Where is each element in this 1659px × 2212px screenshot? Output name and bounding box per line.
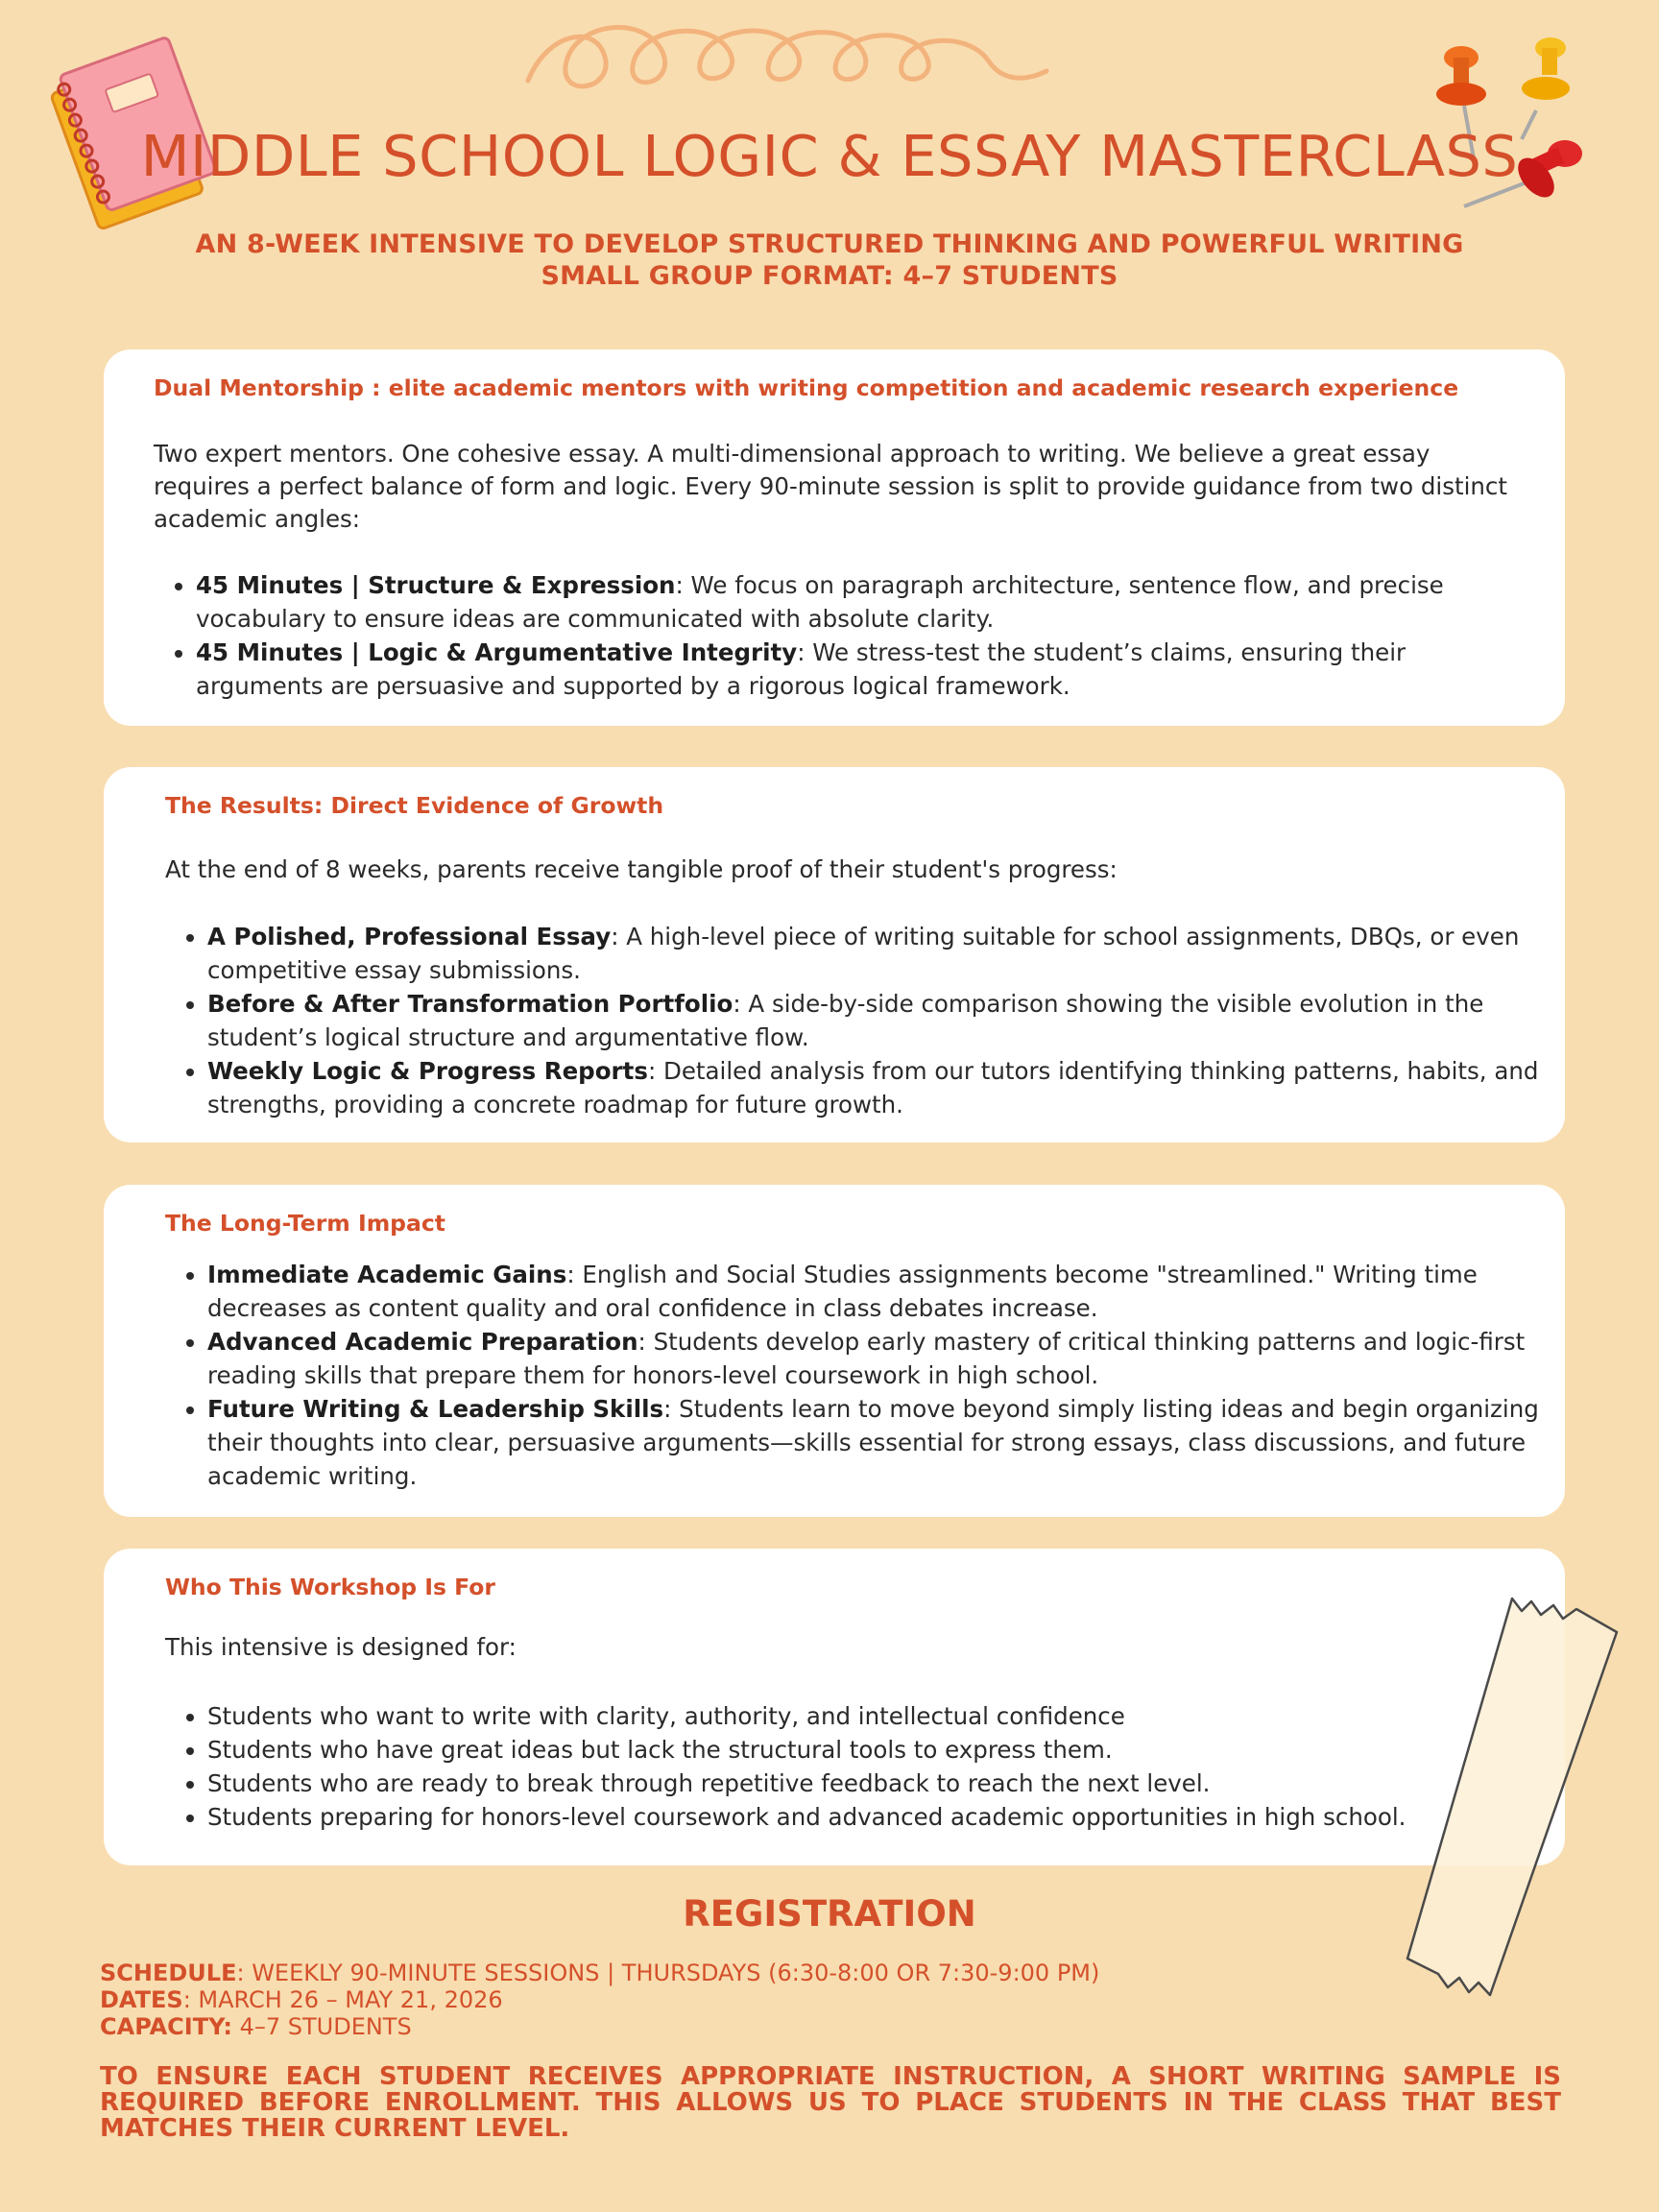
results-list xyxy=(165,920,1551,1121)
schedule-line: SCHEDULE: WEEKLY 90-MINUTE SESSIONS | THURSDAYS (6:30-8:00 OR 7:30-9:00 PM) xyxy=(100,1960,1100,1986)
list-item: • 45 Minutes | Structure & Expression: We focus on paragraph architecture, sentence flow, and precise vocabulary to ensure ideas are communicated with absolute clarity. xyxy=(196,568,1540,636)
list-item: • A Polished, Professional Essay: A high-level piece of writing suitable for school assignments, DBQs, or even competitive essay submissions. xyxy=(207,920,1551,987)
list-item: • Students who have great ideas but lack the structural tools to express them. xyxy=(207,1733,1571,1767)
registration-title: REGISTRATION xyxy=(683,1893,976,1935)
list-item: • Students who want to write with clarity, authority, and intellectual confidence xyxy=(207,1699,1571,1733)
capacity-line: CAPACITY: 4–7 STUDENTS xyxy=(100,2013,412,2040)
results-card xyxy=(104,767,1565,1142)
list-item: • Immediate Academic Gains: English and Social Studies assignments become "streamlined." Writing time decreases as content quality and oral confidence in class debates increase. xyxy=(207,1258,1561,1325)
tape-strip-decoration xyxy=(1402,1594,1632,2007)
results-heading: The Results: Direct Evidence of Growth xyxy=(165,792,664,819)
page-title: MIDDLE SCHOOL LOGIC & ESSAY MASTERCLASS xyxy=(140,123,1519,189)
list-item: • Weekly Logic & Progress Reports: Detailed analysis from our tutors identifying thinking patterns, habits, and strengths, providing a concrete roadmap for future growth. xyxy=(207,1054,1551,1121)
impact-card xyxy=(104,1185,1565,1517)
list-item: • Students preparing for honors-level coursework and advanced academic opportunities in high school. xyxy=(207,1800,1571,1834)
push-pins-illustration xyxy=(1421,19,1613,221)
list-item: • Future Writing & Leadership Skills: Students learn to move beyond simply listing ideas and begin organizing their thoughts into clear, persuasive arguments—skills essential for strong essays, class discussions, and future academic writing. xyxy=(207,1392,1561,1493)
results-intro: At the end of 8 weeks, parents receive tangible proof of their student's progress: xyxy=(165,855,1118,883)
audience-card xyxy=(104,1549,1565,1865)
subtitle-line-2: SMALL GROUP FORMAT: 4–7 STUDENTS xyxy=(541,261,1118,291)
subtitle-line-1: AN 8-WEEK INTENSIVE TO DEVELOP STRUCTURED THINKING AND POWERFUL WRITING xyxy=(195,229,1464,259)
list-item: • Students who are ready to break through repetitive feedback to reach the next level. xyxy=(207,1767,1571,1800)
list-item: • 45 Minutes | Logic & Argumentative Integrity: We stress-test the student’s claims, ensuring their arguments are persuasive and supported by a rigorous logical framework. xyxy=(196,636,1540,703)
dates-line: DATES: MARCH 26 – MAY 21, 2026 xyxy=(100,1986,503,2013)
mentorship-card xyxy=(104,349,1565,726)
swirl-doodle xyxy=(518,13,1056,119)
impact-list xyxy=(165,1258,1561,1493)
audience-intro: This intensive is designed for: xyxy=(165,1633,517,1661)
audience-list xyxy=(165,1699,1571,1834)
enrollment-notice: TO ENSURE EACH STUDENT RECEIVES APPROPRIATE INSTRUCTION, A SHORT WRITING SAMPLE IS REQUIRED BEFORE ENROLLMENT. THIS ALLOWS US TO PLACE STUDENTS IN THE CLASS THAT BEST MATCHES THEIR CURRENT LEVEL. xyxy=(100,2062,1561,2143)
impact-heading: The Long-Term Impact xyxy=(165,1210,446,1237)
mentorship-list xyxy=(154,568,1540,703)
mentorship-heading: Dual Mentorship : elite academic mentors with writing competition and academic research experience xyxy=(154,374,1459,401)
page-subtitle xyxy=(0,228,1659,292)
mentorship-intro: Two expert mentors. One cohesive essay. A multi-dimensional approach to writing. We believe a great essay requires a perfect balance of form and logic. Every 90-minute session is split to provide guidance from two distinct academic angles: xyxy=(154,440,1507,533)
list-item: • Advanced Academic Preparation: Students develop early mastery of critical thinking patterns and logic-first reading skills that prepare them for honors-level coursework in high school. xyxy=(207,1325,1561,1392)
audience-heading: Who This Workshop Is For xyxy=(165,1574,496,1600)
list-item: • Before & After Transformation Portfolio: A side-by-side comparison showing the visible evolution in the student’s logical structure and argumentative flow. xyxy=(207,987,1551,1054)
